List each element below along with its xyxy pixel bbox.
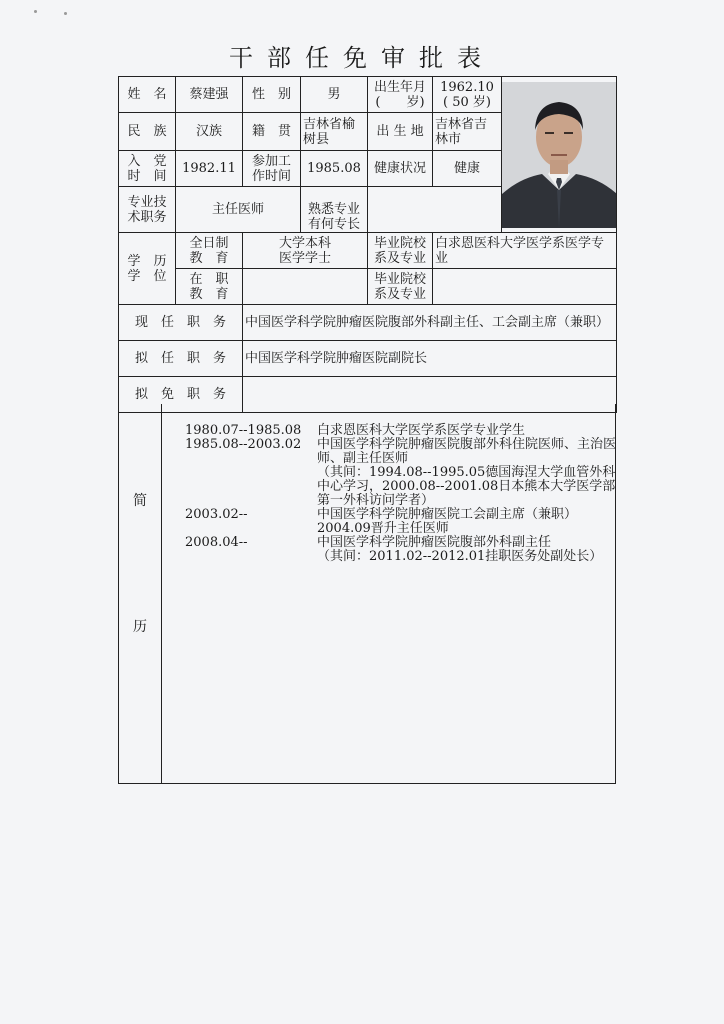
value-ethnicity: 汉族 (176, 113, 243, 151)
label-birth (368, 77, 433, 113)
label-specialty (301, 187, 368, 233)
resume-entry-date: 2003.02-- (185, 507, 248, 522)
label-gender: 性 别 (243, 77, 301, 113)
label-native-place: 籍 贯 (243, 113, 301, 151)
value-birthplace: 吉林省吉林市 (433, 113, 502, 151)
label-proposed-post: 拟 任 职 务 (119, 341, 243, 377)
resume-entry (185, 508, 617, 536)
resume-label-char-2: 历 (133, 619, 147, 635)
resume-entry-desc: 白求恩医科大学医学系医学专业学生 (317, 423, 526, 438)
value-current-post: 中国医学科学院肿瘤医院腹部外科副主任、工会副主席（兼职） (243, 305, 617, 341)
label-grad-school-inservice: 毕业院校 系及专业 (368, 269, 433, 305)
value-age: ( 50 岁) (443, 94, 491, 110)
resume-label-column (119, 404, 162, 783)
value-fulltime-school: 白求恩医科大学医学系医学专业 (433, 233, 617, 269)
value-inservice-degree (243, 269, 368, 305)
resume-entries (185, 424, 617, 564)
scan-speck (64, 12, 67, 15)
approval-form-table (118, 76, 617, 413)
resume-entry (185, 438, 617, 508)
value-party-join: 1982.11 (176, 151, 243, 187)
value-gender: 男 (301, 77, 368, 113)
portrait-photo (502, 82, 616, 228)
value-tech-title: 主任医师 (176, 187, 301, 233)
page-title: 干部任免审批表 (229, 44, 495, 72)
label-health: 健康状况 (368, 151, 433, 187)
label-name: 姓 名 (119, 77, 176, 113)
value-name: 蔡建强 (176, 77, 243, 113)
label-proposed-removal: 拟 免 职 务 (119, 377, 243, 413)
resume-entry-date: 1985.08--2003.02 (185, 437, 302, 452)
label-work-start: 参加工 作时间 (243, 151, 301, 187)
resume-entry (185, 424, 617, 438)
label-grad-school-fulltime: 毕业院校 系及专业 (368, 233, 433, 269)
value-birth-date: 1962.10 (440, 79, 494, 95)
value-inservice-school (433, 269, 617, 305)
scan-speck (34, 10, 37, 13)
resume-entry (185, 536, 617, 564)
value-native-place: 吉林省榆树县 (301, 113, 368, 151)
resume-section (118, 404, 616, 784)
portrait-image (502, 82, 616, 228)
label-birthplace: 出 生 地 (368, 113, 433, 151)
resume-entry-desc: 中国医学科学院肿瘤医院腹部外科住院医师、主治医师、副主任医师 （其间：1994.08--1995.05德国海涅大学血管外科中心学习，2000.08--2001.08日本熊本大学医学部第一外科访问学者） (317, 437, 617, 508)
resume-label-char-1: 简 (133, 493, 147, 509)
value-proposed-post: 中国医学科学院肿瘤医院副院长 (243, 341, 617, 377)
resume-entry-desc: 中国医学科学院肿瘤医院工会副主席（兼职） 2004.09晋升主任医师 (317, 507, 578, 536)
resume-entry-date: 2008.04-- (185, 535, 248, 550)
value-work-start: 1985.08 (301, 151, 368, 187)
label-birth-age: ( 岁) (375, 94, 425, 110)
label-fulltime: 全日制 教 育 (176, 233, 243, 269)
value-specialty (368, 187, 502, 233)
value-fulltime-degree: 大学本科 医学学士 (243, 233, 368, 269)
value-health: 健康 (433, 151, 502, 187)
label-specialty-text: 熟悉专业 有何专长 (307, 202, 360, 232)
label-ethnicity: 民 族 (119, 113, 176, 151)
resume-entry-date: 1980.07--1985.08 (185, 423, 302, 438)
label-current-post: 现 任 职 务 (119, 305, 243, 341)
label-tech-title: 专业技 术职务 (119, 187, 176, 233)
label-birth-text: 出生年月 (373, 79, 426, 95)
value-birth (433, 77, 502, 113)
resume-entry-desc: 中国医学科学院肿瘤医院腹部外科副主任 （其间：2011.02--2012.01挂职医务处副处长） (317, 535, 603, 564)
photo-cell (502, 77, 617, 233)
label-inservice: 在 职 教 育 (176, 269, 243, 305)
label-party-join: 入 党 时 间 (119, 151, 176, 187)
label-education: 学 历 学 位 (119, 233, 176, 305)
